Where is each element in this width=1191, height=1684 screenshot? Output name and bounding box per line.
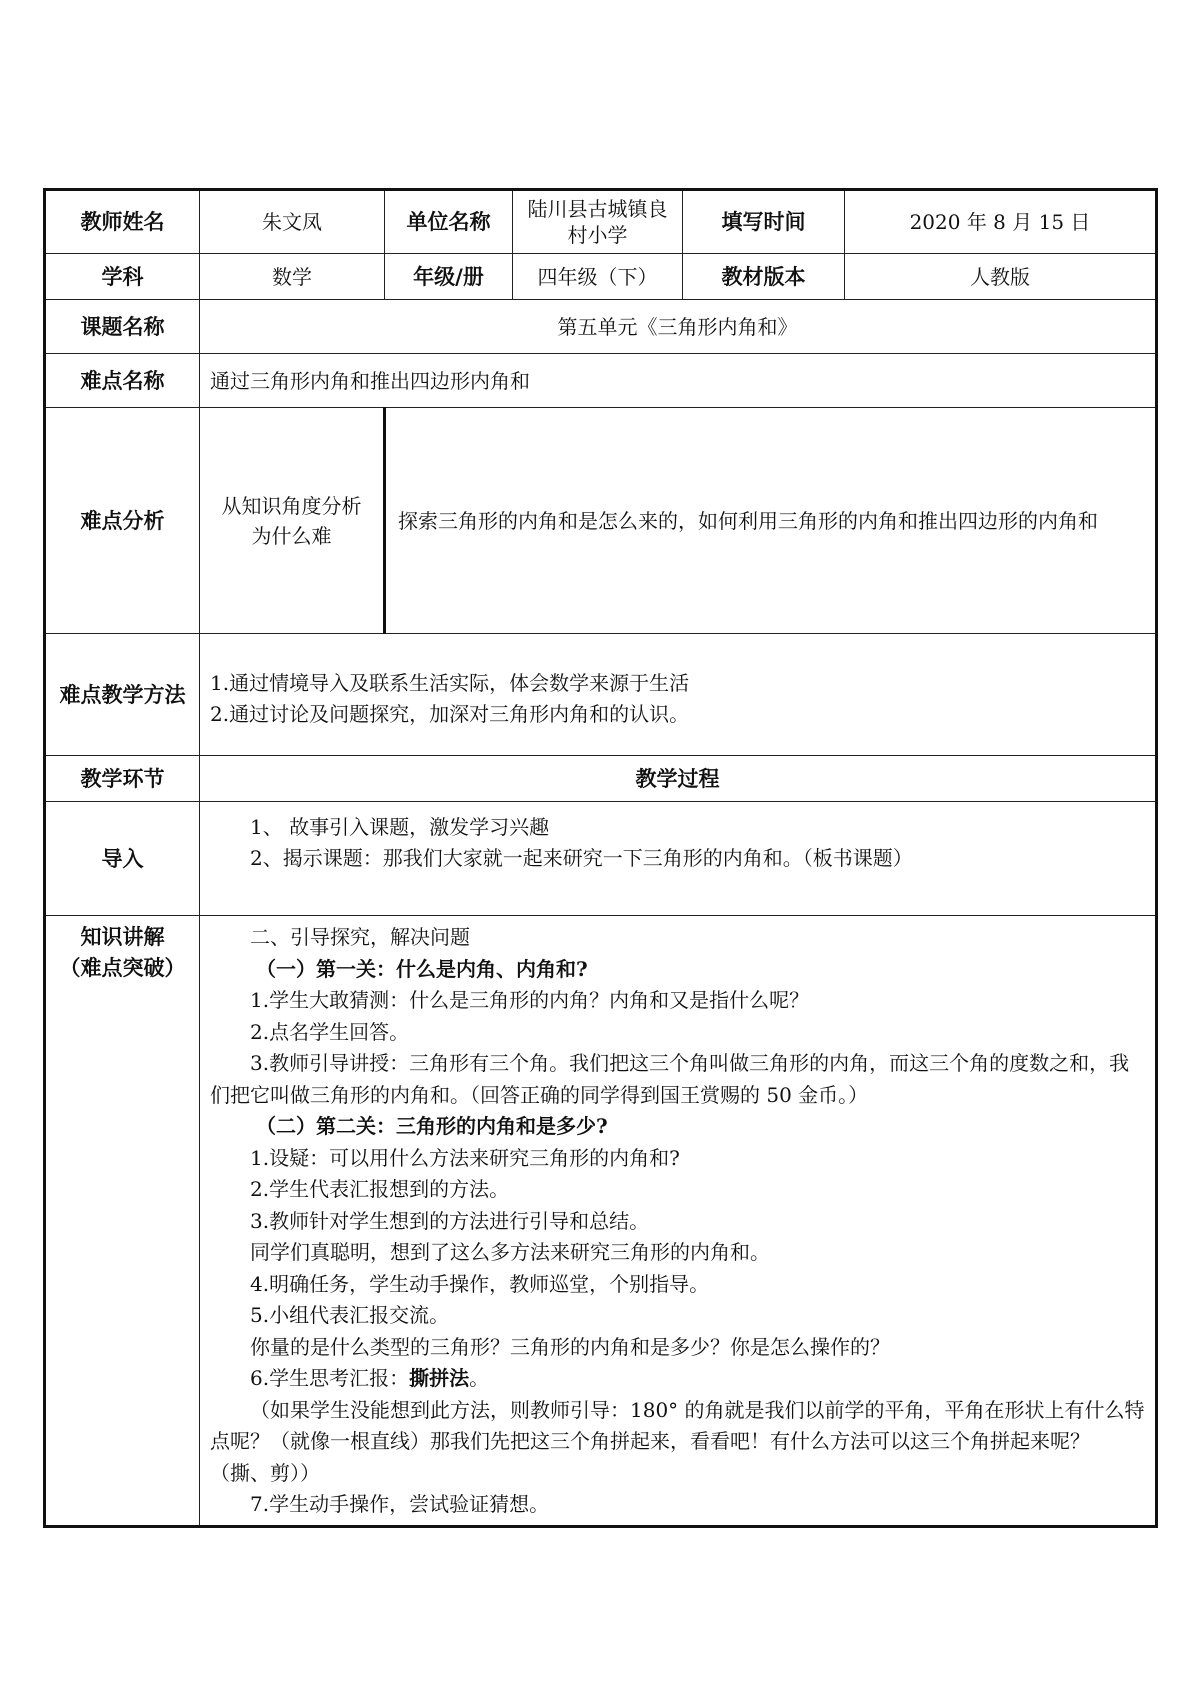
analysis-sub-label-line1: 从知识角度分析 [221, 493, 362, 518]
knowledge-line: 同学们真聪明，想到了这么多方法来研究三角形的内角和。 [250, 1240, 770, 1264]
knowledge-line [210, 1363, 1145, 1395]
teacher-value: 朱文凤 [200, 190, 385, 254]
header-row-1 [45, 190, 1157, 254]
knowledge-line: 7.学生动手操作，尝试验证猜想。 [250, 1492, 550, 1516]
knowledge-subheading: （二）第二关：三角形的内角和是多少? [256, 1114, 608, 1138]
unit-value [513, 190, 683, 254]
knowledge-line: 1.学生大敢猜测：什么是三角形的内角？内角和又是指什么呢？ [250, 988, 810, 1012]
methods-label: 难点教学方法 [45, 634, 200, 756]
knowledge-label [45, 916, 200, 1527]
knowledge-line: 你量的是什么类型的三角形？三角形的内角和是多少？你是怎么操作的？ [250, 1334, 890, 1359]
intro-row [45, 802, 1157, 916]
knowledge-line: 二、引导探究，解决问题 [250, 925, 470, 949]
difficulty-row [45, 354, 1157, 408]
knowledge-content [200, 916, 1157, 1527]
intro-label: 导入 [45, 802, 200, 916]
methods-item: 2.通过讨论及问题探究，加深对三角形内角和的认识。 [210, 702, 690, 726]
unit-value-line2: 村小学 [567, 223, 628, 247]
knowledge-line-text: 。 [469, 1366, 490, 1390]
methods-item: 1.通过情境导入及联系生活实际，体会数学来源于生活 [210, 671, 690, 695]
process-header-row [45, 756, 1157, 802]
analysis-sub-label-line2: 为什么难 [251, 523, 332, 548]
analysis-label: 难点分析 [45, 408, 200, 634]
knowledge-line: 4.明确任务，学生动手操作，教师巡堂，个别指导。 [250, 1271, 710, 1296]
grade-value: 四年级（下） [513, 254, 683, 300]
edition-label: 教材版本 [683, 254, 845, 300]
knowledge-line: 2.学生代表汇报想到的方法。 [250, 1177, 510, 1201]
difficulty-value: 通过三角形内角和推出四边形内角和 [200, 354, 1157, 408]
topic-value: 第五单元《三角形内角和》 [200, 300, 1157, 354]
knowledge-line: 1.设疑：可以用什么方法来研究三角形的内角和? [250, 1145, 680, 1170]
knowledge-label-line1: 知识讲解 [80, 925, 165, 949]
knowledge-line: 3.教师引导讲授：三角形有三个角。我们把这三个角叫做三角形的内角，而这三个角的度数之和，我们把它叫做三角形的内角和。（回答正确的同学得到国王赏赐的 50 金币。） [210, 1051, 1130, 1107]
lesson-plan-table [43, 188, 1158, 1528]
step-label: 教学环节 [45, 756, 200, 802]
intro-line: 2、揭示课题：那我们大家就一起来研究一下三角形的内角和。（板书课题） [250, 846, 913, 870]
difficulty-label: 难点名称 [45, 354, 200, 408]
topic-label: 课题名称 [45, 300, 200, 354]
header-row-2 [45, 254, 1157, 300]
subject-value: 数学 [200, 254, 385, 300]
process-label: 教学过程 [200, 756, 1157, 802]
analysis-row [45, 408, 1157, 634]
knowledge-line: 2.点名学生回答。 [250, 1019, 410, 1044]
knowledge-row [45, 916, 1157, 1527]
edition-value: 人教版 [845, 254, 1157, 300]
topic-row [45, 300, 1157, 354]
lesson-plan-sheet [43, 188, 1155, 1528]
knowledge-method-name: 撕拼法 [409, 1366, 470, 1390]
methods-list [200, 634, 1157, 756]
grade-label: 年级/册 [385, 254, 513, 300]
knowledge-subheading: （一）第一关：什么是内角、内角和? [256, 956, 588, 981]
time-label: 填写时间 [683, 190, 845, 254]
unit-label: 单位名称 [385, 190, 513, 254]
knowledge-line: （如果学生没能想到此方法，则教师引导：180° 的角就是我们以前学的平角，平角在形状上有什么特点呢？（就像一根直线）那我们先把这三个角拼起来，看看吧！有什么方法可以这三个角拼起来呢？（撕、剪）） [210, 1397, 1145, 1485]
teacher-label: 教师姓名 [45, 190, 200, 254]
time-value: 2020 年 8 月 15 日 [845, 190, 1157, 254]
knowledge-label-line2: （难点突破） [59, 956, 186, 980]
intro-line: 1、 故事引入课题，激发学习兴趣 [250, 815, 550, 839]
subject-label: 学科 [45, 254, 200, 300]
knowledge-line: 5.小组代表汇报交流。 [250, 1303, 450, 1327]
intro-content [200, 802, 1157, 916]
knowledge-line-text: 6.学生思考汇报： [250, 1366, 410, 1390]
unit-value-line1: 陆川县古城镇良 [527, 197, 668, 221]
analysis-value: 探索三角形的内角和是怎么来的，如何利用三角形的内角和推出四边形的内角和 [385, 408, 1157, 634]
knowledge-line: 3.教师针对学生想到的方法进行引导和总结。 [250, 1208, 650, 1233]
analysis-sub-label [200, 408, 385, 634]
methods-row [45, 634, 1157, 756]
